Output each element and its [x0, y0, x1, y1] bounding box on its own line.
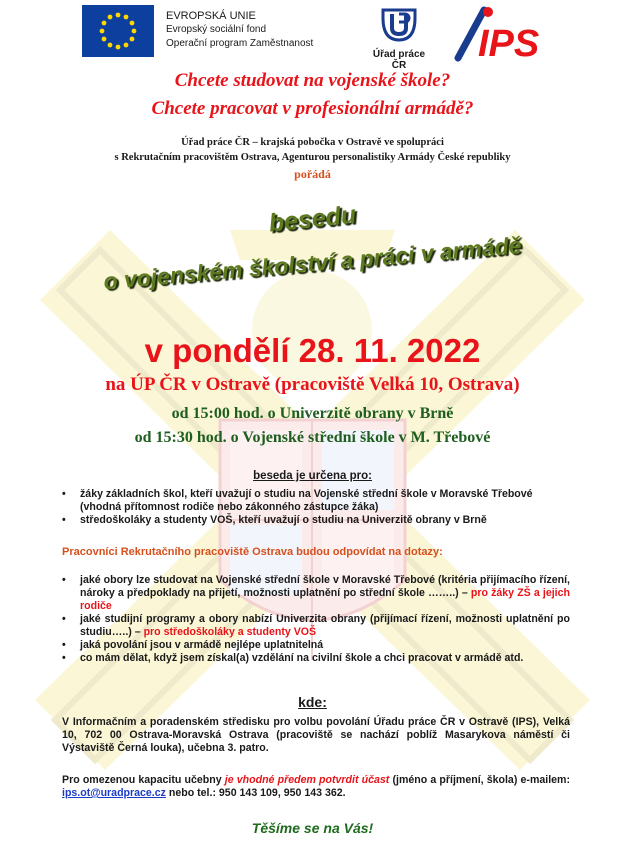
event-date: v pondělí 28. 11. 2022	[144, 332, 481, 369]
audience-item-2-text: středoškoláky a studenty VOŠ, kteří uvažují o studiu na Univerzitě obrany v Brně	[80, 514, 487, 526]
list-item	[56, 613, 570, 639]
time-line-2: od 15:30 hod. o Vojenské střední škole v M. Třebové	[134, 429, 491, 446]
audience-list	[56, 488, 570, 527]
audience-item-1-note: (vhodná přítomnost rodiče nebo zákonného zástupce žáka)	[80, 501, 379, 513]
organizer-line-1: Úřad práce ČR – krajská pobočka v Ostravě ve spolupráci	[181, 137, 444, 148]
closing-text: Těšíme se na Vás!	[251, 820, 374, 836]
time-line-1: od 15:00 hod. o Univerzitě obrany v Brně	[171, 405, 454, 422]
eu-line-3: Operační program Zaměstnanost	[166, 38, 314, 49]
eu-line-2: Evropský sociální fond	[166, 24, 267, 35]
contact-emphasis: je vhodné předem potvrdit účast	[224, 774, 390, 786]
eu-program-text	[166, 9, 313, 51]
besedu-subtitle: o vojenském školství a práci v armádě	[102, 231, 523, 295]
question-4-text: co mám dělat, když jsem získal(a) vzdělání na civilní škole a chci pracovat v armádě atd.	[80, 652, 524, 664]
audience-heading: beseda je určena pro:	[253, 470, 372, 482]
audience-item-1-text: žáky základních škol, kteří uvažují o studiu na Vojenské střední škole v Moravské Třebové	[80, 488, 533, 500]
questions-list	[56, 574, 570, 665]
eu-flag-icon	[82, 5, 154, 57]
contact-part-3: nebo tel.: 950 143 109, 950 143 362.	[168, 787, 346, 799]
up-logo	[366, 6, 432, 71]
contact-part-1: Pro omezenou kapacitu učebny	[62, 774, 222, 786]
question-2-target: pro středoškoláky a studenty VOŠ	[143, 626, 317, 638]
email-link[interactable]: ips.ot@uradprace.cz	[62, 787, 166, 799]
contact-text	[62, 774, 570, 800]
headline-line-2: Chcete pracovat v profesionální armádě?	[151, 98, 474, 119]
contact-part-2: (jméno a příjmení, škola) e-mailem:	[392, 774, 570, 786]
list-item	[56, 652, 570, 665]
where-heading: kde:	[298, 694, 327, 710]
question-1-target: pro žáky ZŠ a jejich rodiče	[80, 587, 570, 612]
question-3-text: jaká povolání jsou v armádě nejlépe uplatnitelná	[80, 639, 324, 651]
ips-logo-text: IPS	[478, 23, 540, 62]
where-text: V Informačním a poradenském středisku pro volbu povolání Úřadu práce ČR v Ostravě (IPS), Velká 10, 702 00 Ostrava-Moravská Ostrava (pracoviště se nachází poblíž Masarykova náměstí či Výstaviště Černá louka), učebna 3. patro.	[62, 716, 570, 754]
event-place: na ÚP ČR v Ostravě (pracoviště Velká 10, Ostrava)	[105, 374, 520, 395]
besedu-title: besedu	[267, 200, 358, 238]
up-logo-icon	[379, 6, 419, 42]
question-2-text: jaké studijní programy a obory nabízí Univerzita obrany (přijímací řízení, možnosti uplatnění po studiu…..) –	[80, 613, 570, 638]
ips-logo-icon	[450, 4, 555, 62]
organizer-line-2: s Rekrutačním pracovištěm Ostrava, Agenturou personalistiky Armády České republiky	[114, 152, 511, 163]
list-item	[56, 514, 570, 527]
list-item	[56, 639, 570, 652]
list-item	[56, 488, 570, 514]
question-1-text: jaké obory lze studovat na Vojenské střední škole v Moravské Třebové (kritéria přijímacího řízení, nároky a předpoklady na přijetí, možnosti uplatnění po střední škole ……..) –	[80, 574, 570, 599]
list-item	[56, 574, 570, 613]
questions-heading: Pracovníci Rekrutačního pracoviště Ostrava budou odpovídat na dotazy:	[62, 546, 443, 558]
eu-line-1: EVROPSKÁ UNIE	[166, 10, 256, 22]
headline-line-1: Chcete studovat na vojenské škole?	[174, 70, 451, 91]
up-logo-label: Úřad práce ČR	[372, 49, 426, 71]
porada-label: pořádá	[294, 167, 331, 181]
